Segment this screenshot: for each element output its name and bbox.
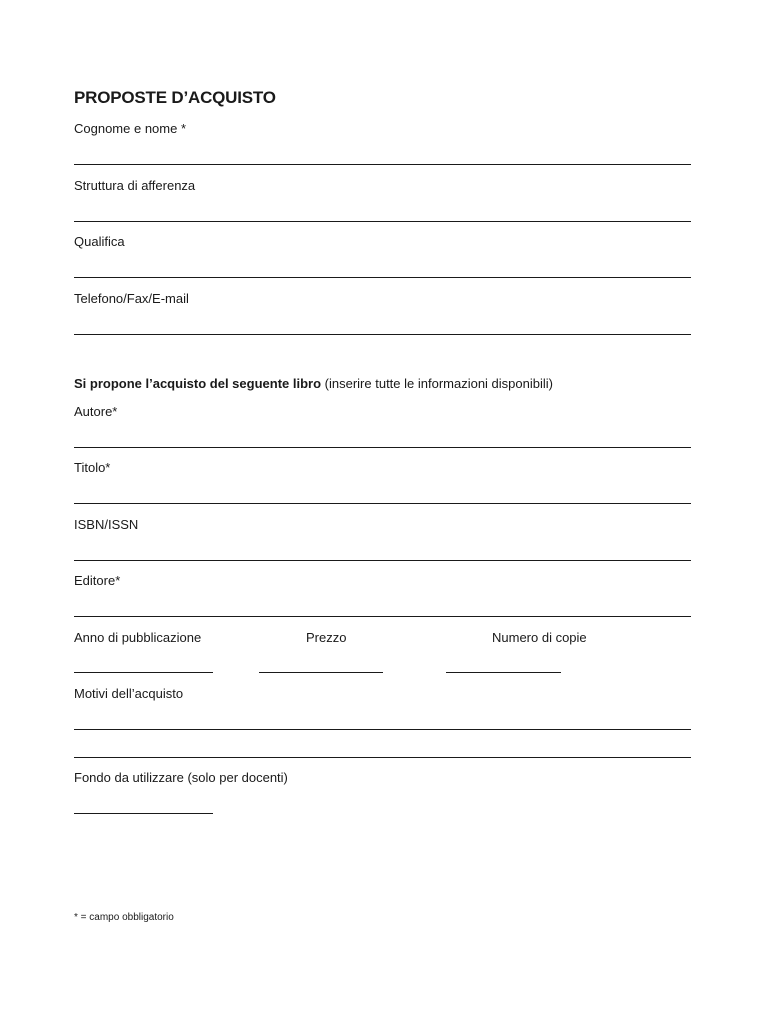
- input-line-titolo[interactable]: [74, 503, 691, 504]
- label-autore: Autore*: [74, 404, 118, 419]
- input-line-editore[interactable]: [74, 616, 691, 617]
- input-line-qualifica[interactable]: [74, 277, 691, 278]
- label-isbn: ISBN/ISSN: [74, 517, 139, 532]
- book-section-heading-bold: Si propone l’acquisto del seguente libro: [74, 376, 322, 391]
- label-contatti: Telefono/Fax/E-mail: [74, 291, 189, 306]
- label-editore: Editore*: [74, 573, 121, 588]
- book-section-heading-note: (inserire tutte le informazioni disponibili): [321, 376, 553, 391]
- input-line-prezzo[interactable]: [259, 672, 383, 673]
- label-titolo: Titolo*: [74, 460, 111, 475]
- book-section-heading: [74, 376, 553, 391]
- label-motivi: Motivi dell’acquisto: [74, 686, 184, 701]
- input-line-motivi-1[interactable]: [74, 729, 691, 730]
- input-line-cognome-nome[interactable]: [74, 164, 691, 165]
- label-anno: Anno di pubblicazione: [74, 630, 202, 645]
- input-line-autore[interactable]: [74, 447, 691, 448]
- page-title: PROPOSTE D’ACQUISTO: [74, 88, 276, 107]
- input-line-struttura[interactable]: [74, 221, 691, 222]
- label-copie: Numero di copie: [492, 630, 587, 645]
- input-line-anno[interactable]: [74, 672, 213, 673]
- label-struttura: Struttura di afferenza: [74, 178, 196, 193]
- input-line-contatti[interactable]: [74, 334, 691, 335]
- footnote: * = campo obbligatorio: [74, 912, 174, 923]
- input-line-copie[interactable]: [446, 672, 561, 673]
- label-qualifica: Qualifica: [74, 234, 125, 249]
- label-cognome-nome: Cognome e nome *: [74, 121, 187, 136]
- input-line-fondo[interactable]: [74, 813, 213, 814]
- label-prezzo: Prezzo: [306, 630, 347, 645]
- label-fondo: Fondo da utilizzare (solo per docenti): [74, 770, 288, 785]
- input-line-isbn[interactable]: [74, 560, 691, 561]
- input-line-motivi-2[interactable]: [74, 757, 691, 758]
